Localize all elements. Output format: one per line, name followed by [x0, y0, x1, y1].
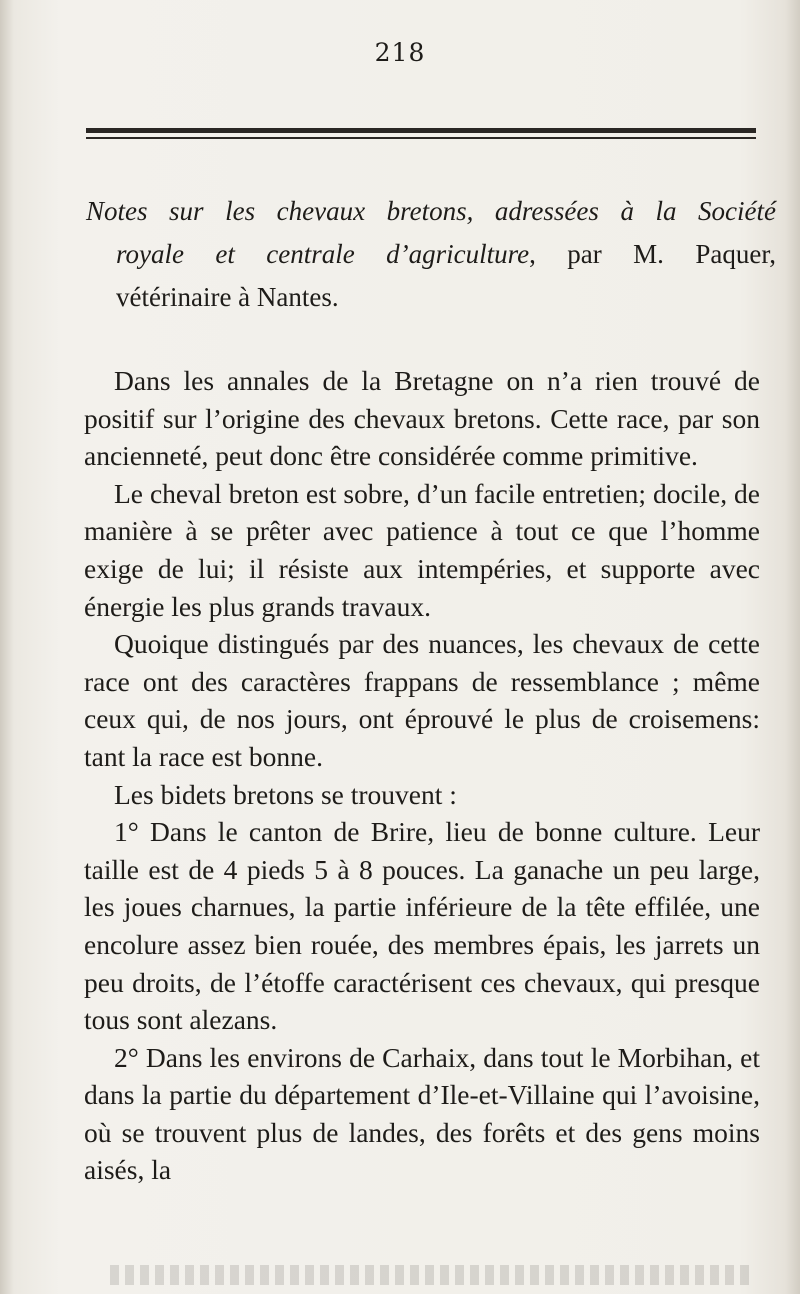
paragraph-brire: 1° Dans le canton de Brire, lieu de bonne culture. Leur taille est de 4 pieds 5 à 8 pouces. La ganache un peu large, les joues charnues, la partie inférieure de la tête effilée, une encolure assez bien rouée, des membres épais, les jarrets un peu droits, de l’étoffe caractérisent ces chevaux, qui presque tous sont alezans. [84, 816, 760, 1036]
paragraph-resemblance: Quoique distingués par des nuances, les chevaux de cette race ont des caractères frappans de ressemblance ; même ceux qui, de nos jours, ont éprouvé le plus de croisemens: tant la race est bonne. [84, 628, 760, 772]
heading-line-1 [86, 190, 776, 233]
heading-author-role: vétérinaire à Nantes. [116, 282, 339, 312]
heading-title-italic: Notes sur les chevaux bretons [86, 196, 467, 226]
article-body [84, 362, 760, 1189]
paragraph-locations-intro: Les bidets bretons se trouvent : [114, 778, 457, 810]
bleed-through-line [110, 1265, 750, 1285]
article-heading [86, 190, 776, 319]
paragraph-temperament: Le cheval breton est sobre, d’un facile entretien; docile, de manière à se prêter avec patience à tout ce que l’homme exige de lui; il résiste aux intempéries, et supporte avec énergie les plus grands travaux. [84, 477, 760, 622]
heading-line-2 [86, 233, 776, 276]
paragraph-carhaix: 2° Dans les environs de Carhaix, dans tout le Morbihan, et dans la partie du département d’Ile-et-Villaine qui l’avoisine, où se trouvent plus de landes, des forêts et des gens moins aisés, la [84, 1041, 760, 1186]
header-rule-thick [86, 128, 756, 133]
heading-addressed-italic: , adressées à la Société [466, 196, 776, 226]
heading-society-italic: royale et centrale d’agriculture [116, 239, 530, 269]
header-rule-thin [86, 137, 756, 139]
paragraph-origin: Dans les annales de la Bretagne on n’a rien trouvé de positif sur l’origine des chevaux bretons. Cette race, par son ancienneté, peut donc être considérée comme primitive. [84, 365, 760, 472]
page-number: 218 [374, 38, 426, 67]
heading-author: , par M. Paquer, [529, 239, 776, 269]
